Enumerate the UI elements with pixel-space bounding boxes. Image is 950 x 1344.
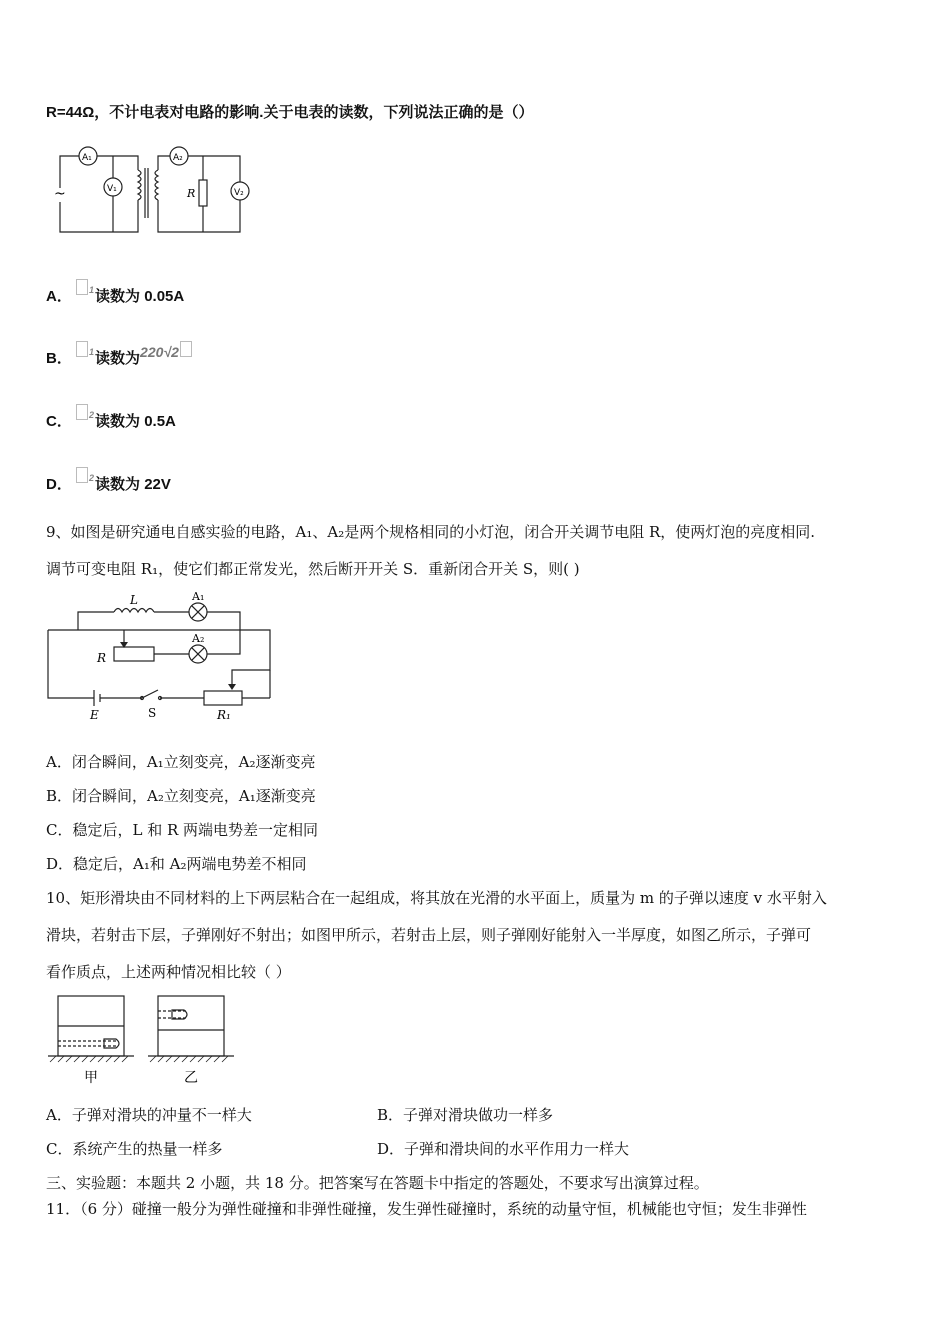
option-letter: D． [46, 476, 72, 493]
missing-glyph-icon [76, 467, 88, 483]
lamp-a2-label: A₂ [192, 632, 205, 645]
ammeter-a2-label: A₂ [173, 153, 183, 163]
q9-option-b[interactable]: B．闭合瞬间，A₂立刻变亮，A₁逐渐变亮 [46, 787, 316, 805]
q8-transformer-circuit [50, 140, 260, 240]
q8-stem: R=44Ω，不计电表对电路的影响.关于电表的读数，下列说法正确的是（） [46, 104, 534, 121]
switch-s-label: S [148, 706, 157, 720]
glyph-subscript: 2 [89, 410, 95, 420]
q9-stem-line1: 9、如图是研究通电自感实验的电路，A₁、A₂是两个规格相同的小灯泡，闭合开关调节电阻 R，使两灯泡的亮度相同. [46, 523, 816, 541]
source-symbol: ~ [54, 186, 66, 202]
resistor-r-label: R [97, 651, 107, 665]
q9-option-a[interactable]: A．闭合瞬间，A₁立刻变亮，A₂逐渐变亮 [46, 753, 316, 771]
q10-option-c[interactable]: C．系统产生的热量一样多 [46, 1140, 223, 1158]
q8-option-d[interactable] [46, 473, 171, 494]
option-text: 读数为 0.5A [95, 413, 176, 430]
q9-stem-line2: 调节可变电阻 R₁，使它们都正常发光，然后断开开关 S．重新闭合开关 S，则( ) [46, 560, 580, 578]
missing-glyph-icon [76, 279, 88, 295]
rheostat-r1-label: R₁ [217, 708, 231, 722]
missing-glyph-icon [76, 341, 88, 357]
inductor-l-label: L [130, 593, 138, 607]
ammeter-a1-label: A₁ [82, 153, 92, 163]
option-letter: B． [46, 350, 72, 367]
q10-option-b[interactable]: B．子弹对滑块做功一样多 [377, 1106, 554, 1124]
q11-stem-start: 11．（6 分）碰撞一般分为弹性碰撞和非弹性碰撞，发生弹性碰撞时，系统的动量守恒，机械能也守恒；发生非弹性 [46, 1200, 807, 1218]
missing-glyph-icon [76, 404, 88, 420]
q10-stem-line1: 10、矩形滑块由不同材料的上下两层粘合在一起组成，将其放在光滑的水平面上，质量为 m 的子弹以速度 v 水平射入 [46, 889, 827, 907]
voltmeter-v2-label: V₂ [234, 188, 244, 198]
figure-jia-label: 甲 [84, 1070, 98, 1086]
figure-yi-label: 乙 [184, 1070, 198, 1086]
voltmeter-v1-label: V₁ [107, 184, 117, 194]
option-letter: A． [46, 288, 72, 305]
q10-option-d[interactable]: D．子弹和滑块间的水平作用力一样大 [377, 1140, 630, 1158]
q8-option-c[interactable] [46, 410, 176, 431]
q9-option-d[interactable]: D．稳定后，A₁和 A₂两端电势差不相同 [46, 855, 307, 873]
q8-option-a[interactable] [46, 285, 184, 306]
glyph-subscript: 1 [89, 285, 95, 295]
option-text: 读数为 0.05A [95, 288, 185, 305]
q8-option-b[interactable] [46, 344, 193, 368]
glyph-subscript: 2 [89, 473, 95, 483]
glyph-subscript: 1 [89, 347, 95, 357]
option-text: 读数为 [95, 350, 141, 367]
missing-glyph-icon [180, 341, 192, 357]
q10-stem-line2: 滑块，若射击下层，子弹刚好不射出；如图甲所示，若射击上层，则子弹刚好能射入一半厚度，如图乙所示，子弹可 [46, 926, 812, 944]
section-3-heading: 三、实验题：本题共 2 小题，共 18 分。把答案写在答题卡中指定的答题处，不要求写出演算过程。 [46, 1174, 709, 1192]
q10-option-a[interactable]: A．子弹对滑块的冲量不一样大 [46, 1106, 252, 1124]
q10-stem-line3: 看作质点，上述两种情况相比较（ ） [46, 963, 291, 981]
q9-option-c[interactable]: C．稳定后，L 和 R 两端电势差一定相同 [46, 821, 319, 839]
option-letter: C． [46, 413, 72, 430]
lamp-a1-label: A₁ [192, 590, 205, 603]
q9-self-induction-circuit [44, 590, 276, 725]
math-expression: 220√2 [140, 344, 179, 360]
option-text: 读数为 22V [95, 476, 171, 493]
q10-bullet-block-figure [46, 994, 238, 1086]
battery-e-label: E [90, 708, 99, 722]
resistor-r-label: R [187, 187, 196, 200]
